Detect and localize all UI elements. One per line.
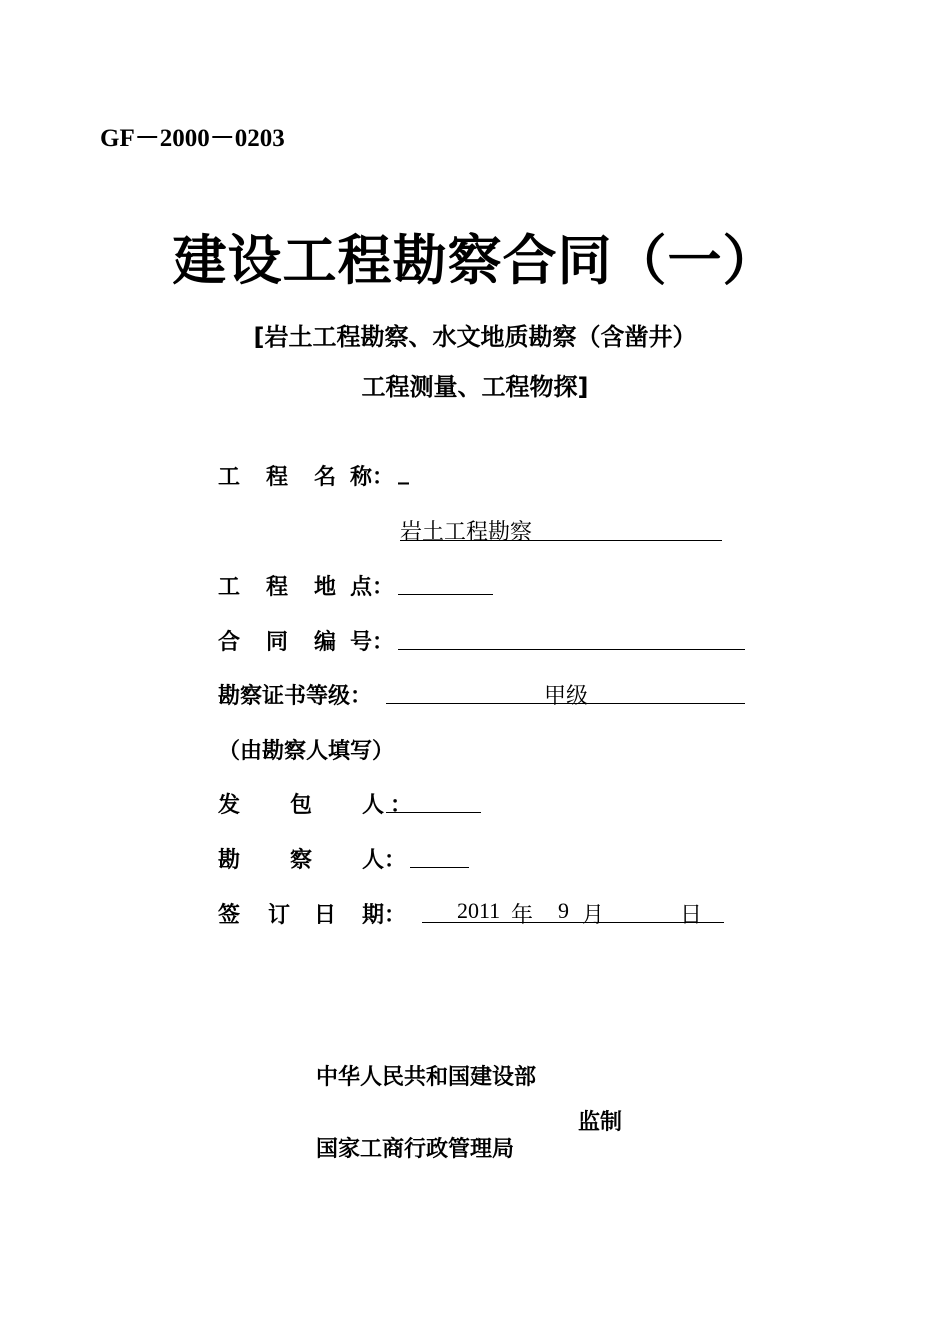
surveyor-label-2: 察 (290, 848, 313, 873)
subtitle-line-1: [岩土工程勘察、水文地质勘察（含凿井） (253, 323, 697, 351)
subtitle-line-2: 工程测量、工程物探] (361, 373, 589, 401)
signing-date-label-1: 签 (218, 903, 241, 928)
signing-date-label-2: 订 (268, 903, 291, 928)
surveyor-label-3: 人： (362, 848, 407, 873)
project-location-label-2: 程 (266, 575, 289, 600)
client-label-1: 发 (218, 793, 241, 818)
certificate-grade-underline (386, 681, 745, 704)
contract-number-label-4: 号： (350, 630, 395, 655)
project-location-label-3: 地 (314, 575, 337, 600)
client-underline (386, 790, 481, 813)
contract-number-label-1: 合 (218, 630, 241, 655)
client-label-3: 人 (362, 793, 385, 818)
project-name-label-2: 程 (266, 465, 289, 490)
client-label-colon: ： (390, 793, 413, 818)
project-location-underline (398, 572, 493, 595)
contract-number-label-2: 同 (266, 630, 289, 655)
project-name-underline (400, 517, 722, 541)
certificate-grade-value: 甲级 (544, 684, 589, 709)
contract-number-label-3: 编 (314, 630, 337, 655)
signing-date-month: 9 (558, 898, 569, 923)
signing-date-year: 2011 (457, 898, 501, 923)
supervisor-org-1: 中华人民共和国建设部 (316, 1065, 537, 1090)
project-name-label-3: 名 (314, 465, 337, 490)
project-location-label-4: 点： (350, 575, 395, 600)
certificate-grade-label: 勘察证书等级： (218, 684, 373, 709)
project-name-label-4: 称： (350, 465, 395, 490)
contract-number-underline (398, 627, 745, 650)
document-title: 建设工程勘察合同（一） (172, 229, 778, 292)
supervision-word: 监制 (578, 1110, 623, 1135)
project-location-label-1: 工 (218, 575, 241, 600)
signing-date-label-3: 日 (314, 903, 337, 928)
supervisor-org-2: 国家工商行政管理局 (316, 1137, 515, 1162)
standard-code: GF－2000－0203 (100, 125, 285, 152)
client-label-2: 包 (290, 793, 313, 818)
signing-date-day-unit: 日 (680, 903, 703, 928)
signing-date-label-4: 期： (362, 903, 407, 928)
surveyor-label-1: 勘 (218, 848, 241, 873)
project-name-label-1: 工 (218, 465, 241, 490)
project-name-prefix: _ (398, 460, 409, 485)
signing-date-month-unit: 月 (582, 903, 605, 928)
project-name-value: 岩土工程勘察 (400, 520, 533, 545)
signing-date-year-unit: 年 (511, 903, 534, 928)
surveyor-underline (410, 845, 469, 868)
fill-note: （由勘察人填写） (218, 739, 395, 764)
